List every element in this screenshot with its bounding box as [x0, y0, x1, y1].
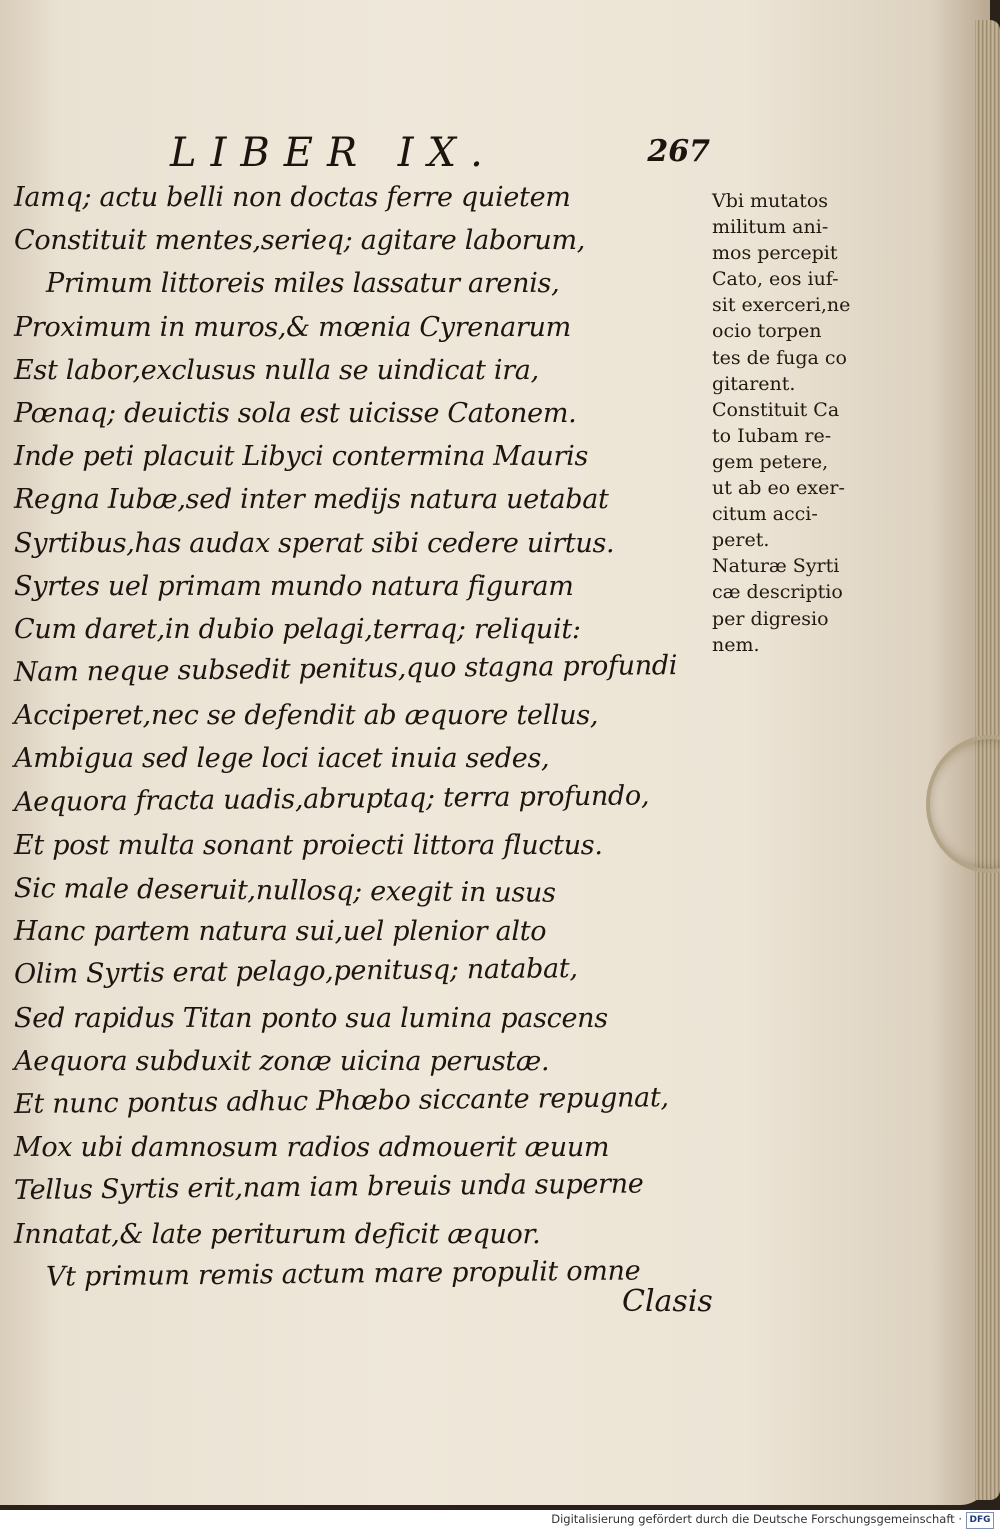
gloss-line: tes de fuga co — [712, 346, 847, 369]
marginal-gloss — [712, 188, 882, 658]
verse-line: Et post multa sonant proiecti littora fluctus. — [14, 829, 603, 861]
verse-line: Tellus Syrtis erit,nam iam breuis unda superne — [13, 1168, 644, 1207]
gloss-line: Cato, eos iuf- — [712, 268, 839, 291]
gloss-line: mos percepit — [712, 242, 838, 265]
verse-line: Sed rapidus Titan ponto sua lumina pascens — [14, 1002, 608, 1034]
gloss-line: citum acci- — [712, 503, 818, 526]
gloss-line: gitarent. — [712, 372, 796, 395]
running-title: LIBER IX. — [170, 130, 497, 176]
gloss-line: sit exerceri,ne — [712, 294, 851, 317]
verse-line: Sic male deseruit,nullosq; exegit in usus — [13, 873, 556, 909]
verse-line: Et nunc pontus adhuc Phœbo siccante repugnat, — [13, 1082, 669, 1120]
gloss-line: to Iubam re- — [712, 424, 832, 447]
verse-line: Regna Iubæ,sed inter medijs natura uetabat — [14, 484, 609, 516]
verse-line: Acciperet,nec se defendit ab æquore tellus, — [14, 700, 599, 732]
verse-line: Vt primum remis actum mare propulit omne — [45, 1255, 641, 1293]
verse-line: Syrtibus,has audax sperat sibi cedere uirtus. — [14, 527, 615, 559]
verse-line: Mox ubi damnosum radios admouerit æuum — [14, 1132, 610, 1164]
funding-credit: Digitalisierung gefördert durch die Deutsche Forschungsgemeinschaft · — [551, 1512, 962, 1526]
verse-line: Ambigua sed lege loci iacet inuia sedes, — [14, 743, 550, 775]
gloss-line: ut ab eo exer- — [712, 477, 845, 500]
verse-line: Cum daret,in dubio pelagi,terraq; reliquit: — [14, 613, 581, 645]
verse-line: Inde peti placuit Libyci contermina Mauris — [14, 441, 589, 473]
gloss-line: per digresio — [712, 607, 829, 630]
verse-line: Primum littoreis miles lassatur arenis, — [46, 268, 560, 300]
gloss-line: Naturæ Syrti — [712, 555, 840, 578]
verse-line: Iamq; actu belli non doctas ferre quietem — [14, 182, 571, 213]
gloss-line: gem petere, — [712, 450, 829, 473]
page-number: 267 — [647, 134, 710, 169]
catchword: Clasis — [622, 1284, 713, 1319]
verse-line: Est labor,exclusus nulla se uindicat ira, — [14, 354, 539, 386]
gloss-line: cæ descriptio — [712, 581, 843, 604]
gloss-line: ocio torpen — [712, 320, 822, 343]
page-header — [170, 130, 710, 178]
verse-line: Proximum in muros,& mœnia Cyrenarum — [14, 311, 571, 343]
verse-line: Syrtes uel primam mundo natura figuram — [14, 570, 574, 602]
gloss-line: Vbi mutatos — [712, 190, 829, 212]
verse-line: Olim Syrtis erat pelago,penitusq; natabat, — [13, 953, 578, 991]
gloss-line: peret. — [712, 529, 770, 552]
verse-text-block — [13, 176, 678, 1299]
verse-line: Hanc partem natura sui,uel plenior alto — [14, 916, 547, 948]
dfg-logo-icon: DFG — [966, 1512, 994, 1529]
verse-line: Aequora subduxit zonæ uicina perustæ. — [14, 1045, 550, 1077]
verse-line: Nam neque subsedit penitus,quo stagna profundi — [13, 650, 678, 689]
verse-line: Constituit mentes,serieq; agitare laborum, — [14, 225, 586, 257]
verse-line: Pœnaq; deuictis sola est uicisse Catonem. — [14, 397, 577, 429]
gloss-line: Constituit Ca — [712, 398, 840, 421]
verse-line: Innatat,& late periturum deficit æquor. — [14, 1218, 541, 1250]
gloss-line: nem. — [712, 633, 760, 656]
digitization-footer — [0, 1510, 1000, 1531]
gloss-line: militum ani- — [712, 216, 829, 239]
verse-line: Aequora fracta uadis,abruptaq; terra profundo, — [13, 779, 650, 818]
